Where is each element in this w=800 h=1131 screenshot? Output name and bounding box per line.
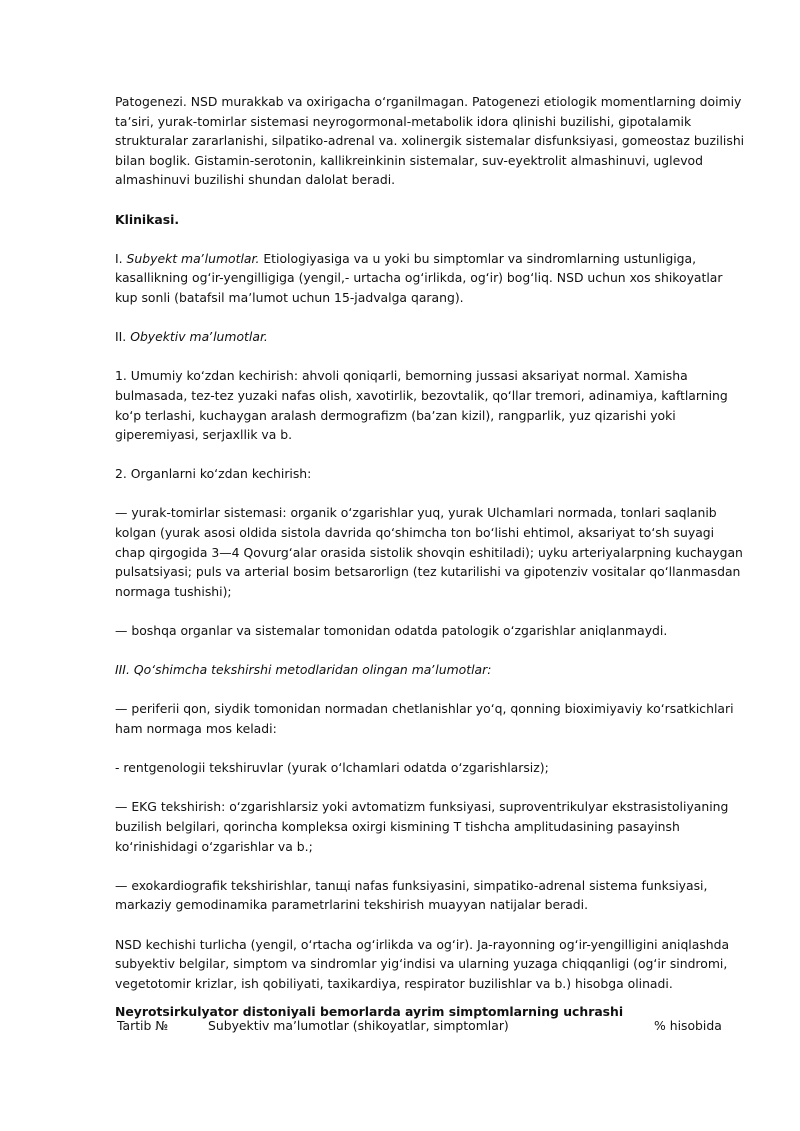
table-header-number: Tartib № bbox=[117, 1018, 169, 1033]
section-title-qoshimcha: III. Qoʻshimcha tekshirshi metodlaridan olingan maʼlumotlar: bbox=[115, 662, 492, 678]
paragraph-nsd-kechishi: NSD kechishi turlicha (yengil, oʻrtacha ogʻirlikda va ogʻir). Ja-rayonning ogʻir-yengilligini aniqlashda subyektiv belgilar, simptom va sindromlar yigʻindisi va ularning yuzaga chiqqanligi (ogʻir sindromi, vegetotomir krizlar, ish qobiliyati, taxikardiya, respirator buzilishlar va b.) hisobga olinadi. bbox=[115, 936, 730, 991]
paragraph-umumiy: 1. Umumiy koʻzdan kechirish: ahvoli qoniqarli, bemorning jussasi aksariyat normal. Xamisha bulmasada, tez-tez yuzaki nafas olish, xavotirlik, bezovtalik, qoʻllar tremori, adinamiya, kaftlarning koʻp terlashi, kuchaygan aralash dermografizm (baʼzan kizil), rangparlik, yuz qizarishi yoki giperemiyasi, serjaxllik va b. bbox=[115, 368, 728, 443]
paragraph-organlarni: 2. Organlarni koʻzdan kechirish: bbox=[115, 466, 312, 482]
paragraph-exokardiografik: — exokardiografik tekshirishlar, tanщi nafas funksiyasini, simpatiko-adrenal sistema funksiyasi, markaziy gemodinamika parametrlarini tekshirish muayyan natijalar beradi. bbox=[115, 877, 708, 913]
paragraph-ekg: — EKG tekshirish: oʻzgarishlarsiz yoki avtomatizm funksiyasi, suproventrikulyar ekstrasistoliyaning buzilish belgilari, qorincha kompleksa oxirgi kismining T tishcha amplitudasining pasayinsh koʻrinishidagi oʻzgarishlar va b.; bbox=[115, 799, 729, 854]
paragraph-periferii: — periferii qon, siydik tomonidan normadan chetlanishlar yoʻq, qonning bioximiyaviy koʻrsatkichlari ham normaga mos keladi: bbox=[115, 701, 734, 736]
paragraph-patogenezi: Patogenezi. NSD murakkab va oxirigacha oʻrganilmagan. Patogenezi etiologik momentlarning doimiy taʼsiri, yurak-tomirlar sistemasi neyrogormonal-metabolik idora qlinishi buzilishi, gipotalamik strukturalar zararlanishi, silpatiko-adrenal va. xolinergik sistemalar disfunksiyasi, gomeostaz buzilishi bilan boglik. Gistamin-serotonin, kallikreinkinin sistemalar, suv-eyektrolit almashinuvi, uglevod almashinuvi buzilishi shundan dalolat beradi. bbox=[115, 94, 745, 188]
section-title-obyektiv: Obyektiv maʼlumotlar. bbox=[130, 329, 268, 345]
table-title: Neyrotsirkulyator distoniyali bemorlarda ayrim simptomlarning uchrashi bbox=[115, 1004, 624, 1020]
subyekt-text: Etiologiyasiga va u yoki bu simptomlar va sindromlarning ustunligiga, kasallikning ogʻir-yengilligiga (yengil,- urtacha ogʻirlikda, ogʻir) bogʻliq. NSD uchun xos shikoyatlar kup sonli (batafsil maʼlumot uchun 15-jadvalga qarang). bbox=[115, 250, 723, 305]
paragraph-yurak: — yurak-tomirlar sistemasi: organik oʻzgarishlar yuq, yurak Ulchamlari normada, tonlari saqlanib kolgan (yurak asosi oldida sistola davrida qoʻshimcha ton boʻlishi ehtimol, aksariyat toʻsh suyagi chap qirgogida 3—4 Qovurgʻalar orasida sistolik shovqin eshitiladi); uyku arteriyalarpning kuchaygan pulsatsiyasi; puls va arterial bosim betsarorlign (tez kutarilishi va gipotenziv vositalar qoʻllanmasdan normaga tushishi); bbox=[115, 505, 743, 599]
section-number-1: I. bbox=[115, 250, 127, 266]
paragraph-obyektiv bbox=[115, 327, 745, 347]
table-header-percent: % hisobida bbox=[654, 1018, 722, 1033]
document-body bbox=[115, 92, 745, 1022]
paragraph-boshqa: — boshqa organlar va sistemalar tomonidan odatda patologik oʻzgarishlar aniqlanmaydi. bbox=[115, 623, 668, 639]
heading-klinikasi: Klinikasi. bbox=[115, 211, 180, 227]
table-header-subjective: Subyektiv maʼlumotlar (shikoyatlar, simptomlar) bbox=[208, 1018, 509, 1033]
section-title-subyekt: Subyekt maʼlumotlar. bbox=[126, 250, 260, 266]
paragraph-subyekt bbox=[115, 249, 745, 308]
paragraph-rentgen: - rentgenologii tekshiruvlar (yurak oʻlchamlari odatda oʻzgarishlarsiz); bbox=[115, 760, 549, 776]
table-header-row bbox=[0, 1016, 800, 1036]
section-number-2: II. bbox=[115, 329, 131, 345]
